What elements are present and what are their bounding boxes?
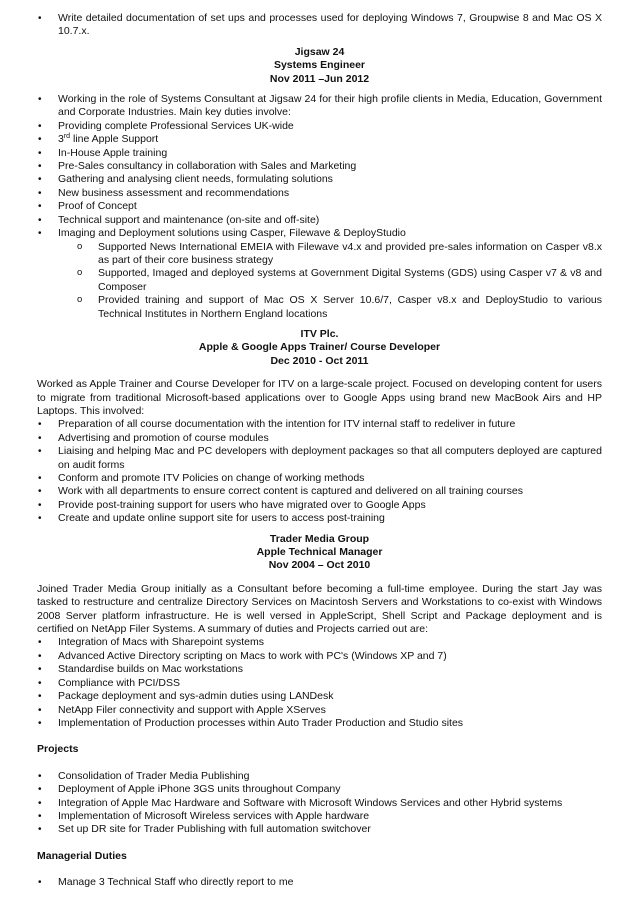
list-item: • Pre-Sales consultancy in collaboration with Sales and Marketing — [37, 160, 602, 173]
job1-title: Systems Engineer — [273, 59, 366, 72]
list-item: • Providing complete Professional Services UK-wide — [37, 120, 602, 133]
list-item: • NetApp Filer connectivity and support with Apple XServes — [37, 704, 602, 717]
sub-list-item: o Supported News International EMEIA with Filewave v4.x and provided pre-sales information on Casper v8.x as part of their core business strategy — [77, 241, 602, 268]
list-item: • New business assessment and recommendations — [37, 187, 602, 200]
list-item: • Advertising and promotion of course modules — [37, 432, 602, 445]
list-item: • Preparation of all course documentation with the intention for ITV internal staff to redeliver in future — [37, 418, 602, 431]
job2-dates: Dec 2010 - Oct 2011 — [270, 354, 369, 367]
list-item: • Gathering and analysing client needs, formulating solutions — [37, 173, 602, 186]
list-item: • Write detailed documentation of set ups and processes used for deploying Windows 7, Groupwise 8 and Mac OS X 10.7.x. — [37, 12, 602, 39]
job3-intro: Joined Trader Media Group initially as a Consultant before becoming a full-time employee. During the start Jay was tasked to restructure and centralize Directory Services on Macintosh Servers and Workstations to co-exist with Windows 2008 Server platform infrastructure. He is well versed in AppleScript, Shell Script and Package deployment and is certified on NetApp Filer Systems. A summary of duties and Projects carried out are: — [37, 582, 602, 636]
list-item: • Integration of Apple Mac Hardware and Software with Microsoft Windows Services and other Hybrid systems — [37, 797, 602, 810]
sub-list-item: o Supported, Imaged and deployed systems at Government Digital Systems (GDS) using Casper v7 & v8 and Composer — [77, 267, 602, 294]
list-item: • Advanced Active Directory scripting on Macs to work with PC's (Windows XP and 7) — [37, 650, 602, 663]
list-item: • Integration of Macs with Sharepoint systems — [37, 636, 602, 649]
list-item: • Implementation of Microsoft Wireless services with Apple hardware — [37, 810, 602, 823]
job1-company: Jigsaw 24 — [294, 45, 345, 58]
list-item — [37, 133, 602, 146]
job3-bullet-list — [37, 636, 602, 730]
list-item: • In-House Apple training — [37, 147, 602, 160]
list-item: • Compliance with PCI/DSS — [37, 677, 602, 690]
managerial-duties-heading: Managerial Duties — [37, 849, 127, 862]
job1-sub-list — [37, 241, 602, 321]
list-item: • Provide post-training support for users who have migrated over to Google Apps — [37, 499, 602, 512]
projects-list — [37, 770, 602, 837]
list-item: • Package deployment and sys-admin duties using LANDesk — [37, 690, 602, 703]
job1-dates: Nov 2011 –Jun 2012 — [269, 72, 370, 85]
job3-company: Trader Media Group — [269, 532, 370, 545]
list-item: • Technical support and maintenance (on-site and off-site) — [37, 214, 602, 227]
ordinal-rest: line Apple Support — [70, 133, 159, 146]
job2-company: ITV Plc. — [300, 327, 339, 340]
list-item: • Liaising and helping Mac and PC developers with deployment packages so that all computers deployed are captured on audit forms — [37, 445, 602, 472]
list-item — [37, 227, 602, 321]
top-bullet-list — [37, 12, 602, 39]
list-item-text: Imaging and Deployment solutions using Casper, Filewave & DeployStudio — [58, 227, 406, 240]
list-item: • Standardise builds on Mac workstations — [37, 663, 602, 676]
managerial-duties-list — [37, 876, 602, 889]
job3-dates: Nov 2004 – Oct 2010 — [268, 559, 371, 572]
list-item: • Implementation of Production processes within Auto Trader Production and Studio sites — [37, 717, 602, 730]
ordinal-suffix: rd — [63, 133, 71, 141]
list-item: • Create and update online support site for users to access post-training — [37, 512, 602, 525]
list-item: • Proof of Concept — [37, 200, 602, 213]
document-page — [37, 12, 602, 890]
job2-intro: Worked as Apple Trainer and Course Developer for ITV on a large-scale project. Focused on developing content for users to migrate from traditional Microsoft-based applications over to Google Apps using brand new MacBook Airs and HP Laptops. This involved: — [37, 378, 602, 417]
list-item: • Deployment of Apple iPhone 3GS units throughout Company — [37, 783, 602, 796]
list-item: • Manage 3 Technical Staff who directly report to me — [37, 876, 602, 889]
ordinal-number: 3 — [58, 133, 64, 146]
list-item: • Consolidation of Trader Media Publishing — [37, 770, 602, 783]
sub-list-item: o Provided training and support of Mac OS X Server 10.6/7, Casper v8.x and DeployStudio to various Technical Institutes in Northern England locations — [77, 294, 602, 321]
job1-bullet-list — [37, 93, 602, 321]
list-item: • Work with all departments to ensure correct content is captured and delivered on all training courses — [37, 485, 602, 498]
job2-title: Apple & Google Apps Trainer/ Course Developer — [198, 341, 441, 354]
list-item: • Conform and promote ITV Policies on change of working methods — [37, 472, 602, 485]
list-item: • Set up DR site for Trader Publishing with full automation switchover — [37, 823, 602, 836]
job3-title: Apple Technical Manager — [256, 546, 383, 559]
job2-bullet-list — [37, 418, 602, 525]
list-item: • Working in the role of Systems Consultant at Jigsaw 24 for their high profile clients in Media, Education, Government and Corporate Industries. Main key duties involve: — [37, 93, 602, 120]
projects-heading: Projects — [37, 743, 79, 756]
